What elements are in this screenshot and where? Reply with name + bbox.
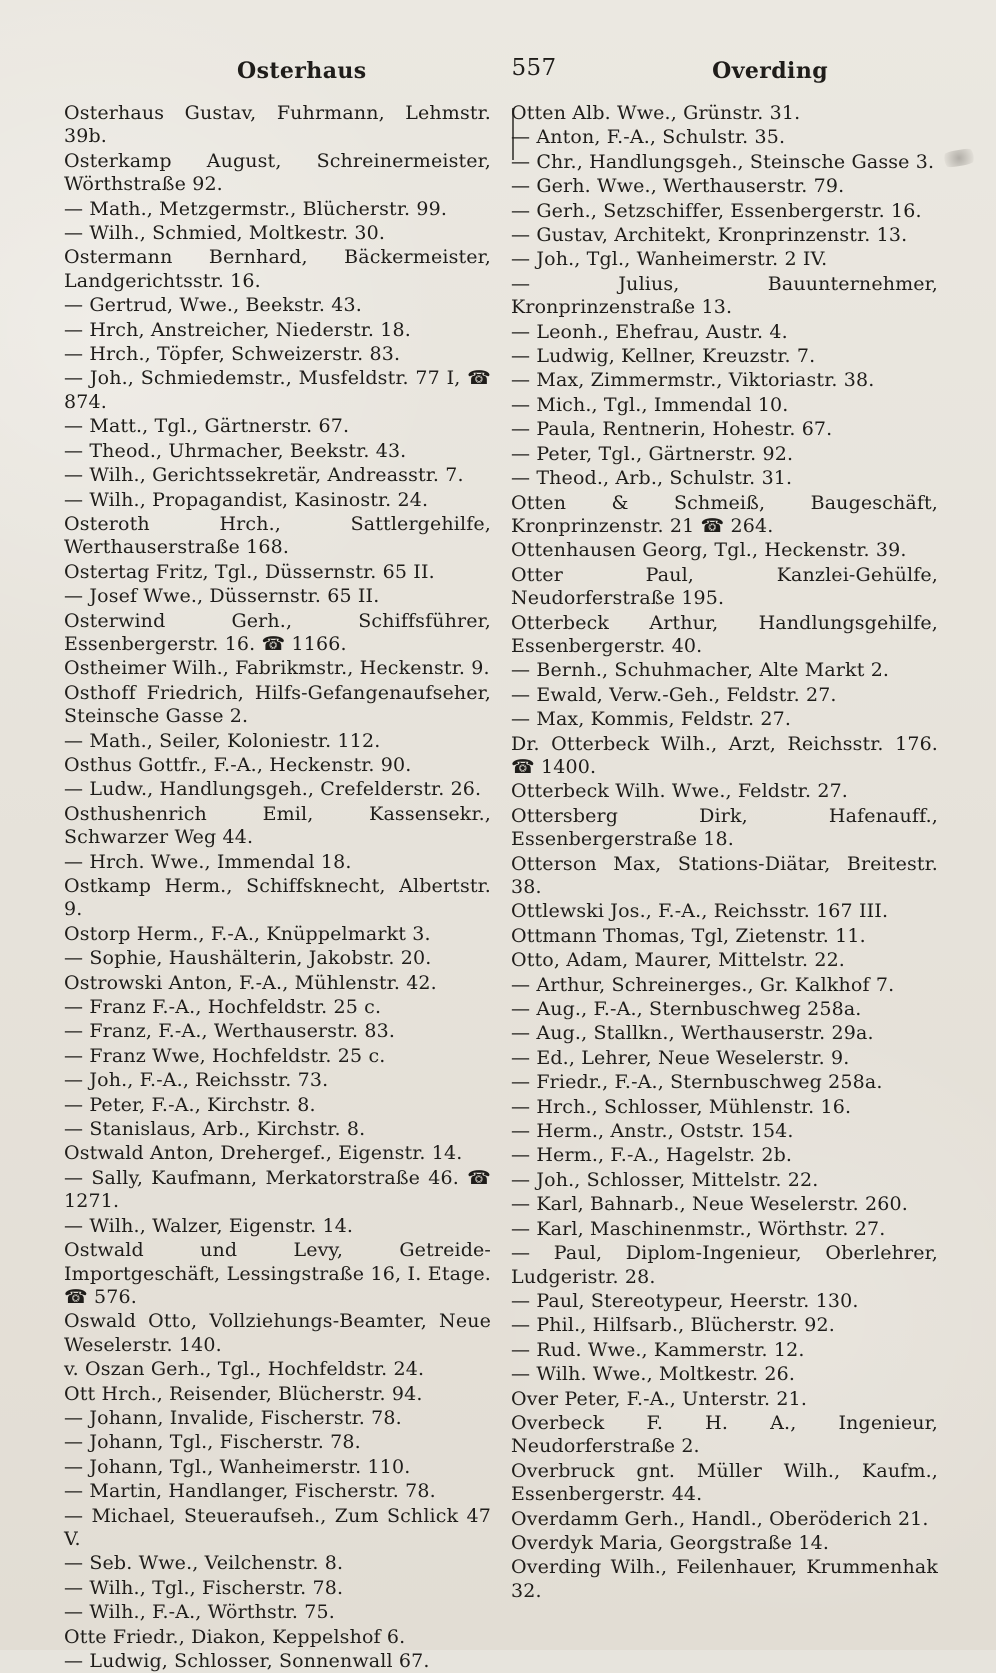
- right-entry: Otter Paul, Kanzlei-Gehülfe, Neudorferstraße 195.: [511, 563, 938, 610]
- right-entry: — Phil., Hilfsarb., Blücherstr. 92.: [511, 1314, 835, 1337]
- left-entry: — Peter, F.-A., Kirchstr. 8.: [64, 1093, 316, 1116]
- left-entry: v. Oszan Gerh., Tgl., Hochfeldstr. 24.: [64, 1358, 425, 1381]
- left-entry: Oswald Otto, Vollziehungs-Beamter, Neue Weselerstr. 140.: [64, 1310, 491, 1356]
- right-entry: — Chr., Handlungsgeh., Steinsche Gasse 3.: [511, 150, 935, 173]
- left-entry: Ostertag Fritz, Tgl., Düssernstr. 65 II.: [64, 560, 435, 583]
- left-entry: — Hrch, Anstreicher, Niederstr. 18.: [64, 318, 411, 341]
- left-entry: — Wilh., Schmied, Moltkestr. 30.: [64, 222, 386, 245]
- left-entry: Ostkamp Herm., Schiffsknecht, Albertstr. 9.: [64, 875, 491, 921]
- header-left-word: Osterhaus: [237, 58, 367, 84]
- right-entry: — Ludwig, Kellner, Kreuzstr. 7.: [511, 345, 816, 368]
- left-entry: Osteroth Hrch., Sattlergehilfe, Werthauserstraße 168.: [64, 512, 491, 559]
- left-entry: Ott Hrch., Reisender, Blücherstr. 94.: [64, 1382, 423, 1405]
- left-entry: — Sophie, Haushälterin, Jakobstr. 20.: [64, 947, 432, 970]
- left-entry: — Math., Seiler, Koloniestr. 112.: [64, 729, 381, 752]
- left-entry: — Johann, Tgl., Fischerstr. 78.: [64, 1431, 361, 1454]
- header-right-word: Overding: [712, 58, 828, 84]
- right-entry: Otten Alb. Wwe., Grünstr. 31.: [511, 102, 801, 124]
- right-entry: — Paul, Stereotypeur, Heerstr. 130.: [511, 1289, 859, 1312]
- right-entry: — Theod., Arb., Schulstr. 31.: [511, 467, 793, 490]
- right-entry: Overdamm Gerh., Handl., Oberöderich 21.: [511, 1507, 929, 1530]
- left-entry: — Franz, F.-A., Werthauserstr. 83.: [64, 1020, 396, 1043]
- right-entry: — Wilh. Wwe., Moltkestr. 26.: [511, 1363, 796, 1386]
- right-entry: — Ed., Lehrer, Neue Weselerstr. 9.: [511, 1046, 850, 1069]
- left-entry: Osthoff Friedrich, Hilfs-Gefangenaufseher, Steinsche Gasse 2.: [64, 681, 491, 728]
- left-entry: Ostermann Bernhard, Bäckermeister, Landgerichtsstr. 16.: [64, 246, 491, 292]
- right-entry: — Bernh., Schuhmacher, Alte Markt 2.: [511, 659, 890, 682]
- right-entry: Otterson Max, Stations-Diätar, Breitestr. 38.: [511, 852, 938, 898]
- right-entry: Ottlewski Jos., F.-A., Reichsstr. 167 III.: [511, 900, 889, 923]
- left-entry: — Michael, Steueraufseh., Zum Schlick 47 V.: [64, 1504, 491, 1550]
- right-entry: Overbruck gnt. Müller Wilh., Kaufm., Essenbergerstr. 44.: [511, 1459, 938, 1506]
- right-entry: — Joh., Tgl., Wanheimerstr. 2 IV.: [511, 248, 828, 271]
- right-entry: — Julius, Bauunternehmer, Kronprinzenstraße 13.: [511, 272, 938, 319]
- right-entry: Ottenhausen Georg, Tgl., Heckenstr. 39.: [511, 539, 907, 562]
- left-entry: Osthushenrich Emil, Kassensekr., Schwarzer Weg 44.: [64, 802, 491, 849]
- left-entry: Otte Friedr., Diakon, Keppelshof 6.: [64, 1625, 406, 1648]
- left-entry: — Ludw., Handlungsgeh., Crefelderstr. 26.: [64, 778, 482, 801]
- left-entry: — Hrch. Wwe., Immendal 18.: [64, 850, 352, 873]
- right-entry: Overdyk Maria, Georgstraße 14.: [511, 1531, 830, 1554]
- left-entry: — Sally, Kaufmann, Merkatorstraße 46. ☎ 1271.: [64, 1166, 491, 1213]
- right-entry: Dr. Otterbeck Wilh., Arzt, Reichsstr. 176. ☎ 1400.: [511, 732, 938, 778]
- left-entry: — Gertrud, Wwe., Beekstr. 43.: [64, 294, 362, 317]
- left-entry: — Wilh., Gerichtssekretär, Andreasstr. 7.: [64, 464, 464, 487]
- right-entry: — Aug., F.-A., Sternbuschweg 258a.: [511, 998, 862, 1021]
- left-column: [64, 102, 491, 1672]
- right-entry: — Gerh. Wwe., Werthauserstr. 79.: [511, 175, 845, 198]
- left-entry: Ostwald Anton, Drehergef., Eigenstr. 14.: [64, 1142, 463, 1165]
- right-entry: Otto, Adam, Maurer, Mittelstr. 22.: [511, 949, 845, 972]
- right-entry: — Max, Kommis, Feldstr. 27.: [511, 708, 792, 731]
- left-entry: Osthus Gottfr., F.-A., Heckenstr. 90.: [64, 753, 412, 776]
- left-entry: — Joh., F.-A., Reichsstr. 73.: [64, 1069, 329, 1092]
- ink-smudge: [939, 147, 979, 169]
- left-entry: Ostorp Herm., F.-A., Knüppelmarkt 3.: [64, 922, 431, 945]
- left-entry: — Franz Wwe, Hochfeldstr. 25 c.: [64, 1044, 386, 1067]
- left-entry: — Wilh., Propagandist, Kasinostr. 24.: [64, 488, 429, 511]
- right-entry: — Rud. Wwe., Kammerstr. 12.: [511, 1338, 805, 1361]
- right-entry: Ottmann Thomas, Tgl, Zietenstr. 11.: [511, 924, 866, 947]
- right-column: [511, 102, 938, 1602]
- page-number: 557: [511, 55, 557, 81]
- left-entry: — Seb. Wwe., Veilchenstr. 8.: [64, 1552, 344, 1575]
- left-entry: — Wilh., Tgl., Fischerstr. 78.: [64, 1576, 344, 1599]
- right-entry: Ottersberg Dirk, Hafenauff., Essenbergerstraße 18.: [511, 804, 938, 851]
- right-entry: — Hrch., Schlosser, Mühlenstr. 16.: [511, 1095, 852, 1118]
- left-entry: — Franz F.-A., Hochfeldstr. 25 c.: [64, 996, 382, 1019]
- right-entry: Overding Wilh., Feilenhauer, Krummenhak 32.: [511, 1556, 938, 1602]
- right-entry: — Joh., Schlosser, Mittelstr. 22.: [511, 1168, 819, 1191]
- left-entry: Osterwind Gerh., Schiffsführer, Essenbergerstr. 16. ☎ 1166.: [64, 609, 491, 655]
- right-entry: — Mich., Tgl., Immendal 10.: [511, 393, 789, 416]
- right-entry: — Gustav, Architekt, Kronprinzenstr. 13.: [511, 224, 908, 247]
- right-entry: — Leonh., Ehefrau, Austr. 4.: [511, 320, 788, 343]
- left-entry: — Stanislaus, Arb., Kirchstr. 8.: [64, 1118, 366, 1141]
- left-entry: — Wilh., F.-A., Wörthstr. 75.: [64, 1601, 335, 1624]
- page-header: [64, 48, 938, 100]
- left-entry: — Wilh., Walzer, Eigenstr. 14.: [64, 1214, 354, 1237]
- left-entry: Ostrowski Anton, F.-A., Mühlenstr. 42.: [64, 971, 437, 994]
- left-entry: — Joh., Schmiedemstr., Musfeldstr. 77 I, ☎ 874.: [64, 367, 491, 413]
- right-entry: — Paul, Diplom-Ingenieur, Oberlehrer, Ludgeristr. 28.: [511, 1242, 938, 1288]
- left-entry: Osterkamp August, Schreinermeister, Wörthstraße 92.: [64, 149, 491, 196]
- right-entry: — Karl, Bahnarb., Neue Weselerstr. 260.: [511, 1193, 908, 1216]
- left-entry: — Martin, Handlanger, Fischerstr. 78.: [64, 1480, 436, 1503]
- right-entry: — Arthur, Schreinerges., Gr. Kalkhof 7.: [511, 973, 895, 996]
- right-entry: Otten & Schmeiß, Baugeschäft, Kronprinzenstr. 21 ☎ 264.: [511, 491, 938, 537]
- right-entry: — Paula, Rentnerin, Hohestr. 67.: [511, 418, 833, 441]
- left-entry: — Johann, Invalide, Fischerstr. 78.: [64, 1406, 402, 1429]
- right-entry: Over Peter, F.-A., Unterstr. 21.: [511, 1387, 808, 1410]
- left-entry: — Matt., Tgl., Gärtnerstr. 67.: [64, 415, 350, 438]
- right-entry: — Max, Zimmermstr., Viktoriastr. 38.: [511, 369, 875, 392]
- left-entry: — Math., Metzgermstr., Blücherstr. 99.: [64, 197, 448, 220]
- right-entry: — Herm., F.-A., Hagelstr. 2b.: [511, 1144, 793, 1167]
- left-entry: Osterhaus Gustav, Fuhrmann, Lehmstr. 39b.: [64, 102, 491, 148]
- left-entry: Ostheimer Wilh., Fabrikmstr., Heckenstr. 9.: [64, 657, 490, 680]
- right-entry: — Anton, F.-A., Schulstr. 35.: [511, 126, 786, 149]
- right-entry: — Peter, Tgl., Gärtnerstr. 92.: [511, 442, 794, 465]
- left-entry: — Theod., Uhrmacher, Beekstr. 43.: [64, 439, 407, 462]
- right-entry: Otterbeck Arthur, Handlungsgehilfe, Essenbergerstr. 40.: [511, 611, 938, 657]
- right-entry: — Herm., Anstr., Oststr. 154.: [511, 1120, 794, 1143]
- left-entry: Ostwald und Levy, Getreide-Importgeschäft, Lessingstraße 16, I. Etage. ☎ 576.: [64, 1239, 491, 1308]
- right-entry: — Friedr., F.-A., Sternbuschweg 258a.: [511, 1071, 883, 1094]
- left-entry: — Johann, Tgl., Wanheimerstr. 110.: [64, 1455, 411, 1478]
- right-entry: — Karl, Maschinenmstr., Wörthstr. 27.: [511, 1217, 886, 1240]
- right-entry: — Gerh., Setzschiffer, Essenbergerstr. 16.: [511, 199, 922, 222]
- directory-columns: [64, 102, 938, 1672]
- left-entry: — Josef Wwe., Düssernstr. 65 II.: [64, 585, 380, 608]
- left-entry: — Hrch., Töpfer, Schweizerstr. 83.: [64, 343, 401, 366]
- right-entry: Otterbeck Wilh. Wwe., Feldstr. 27.: [511, 780, 848, 803]
- right-entry: — Ewald, Verw.-Geh., Feldstr. 27.: [511, 683, 837, 706]
- right-entry: Overbeck F. H. A., Ingenieur, Neudorferstraße 2.: [511, 1411, 938, 1458]
- right-entry: — Aug., Stallkn., Werthauserstr. 29a.: [511, 1022, 874, 1045]
- left-entry: — Ludwig, Schlosser, Sonnenwall 67.: [64, 1650, 430, 1672]
